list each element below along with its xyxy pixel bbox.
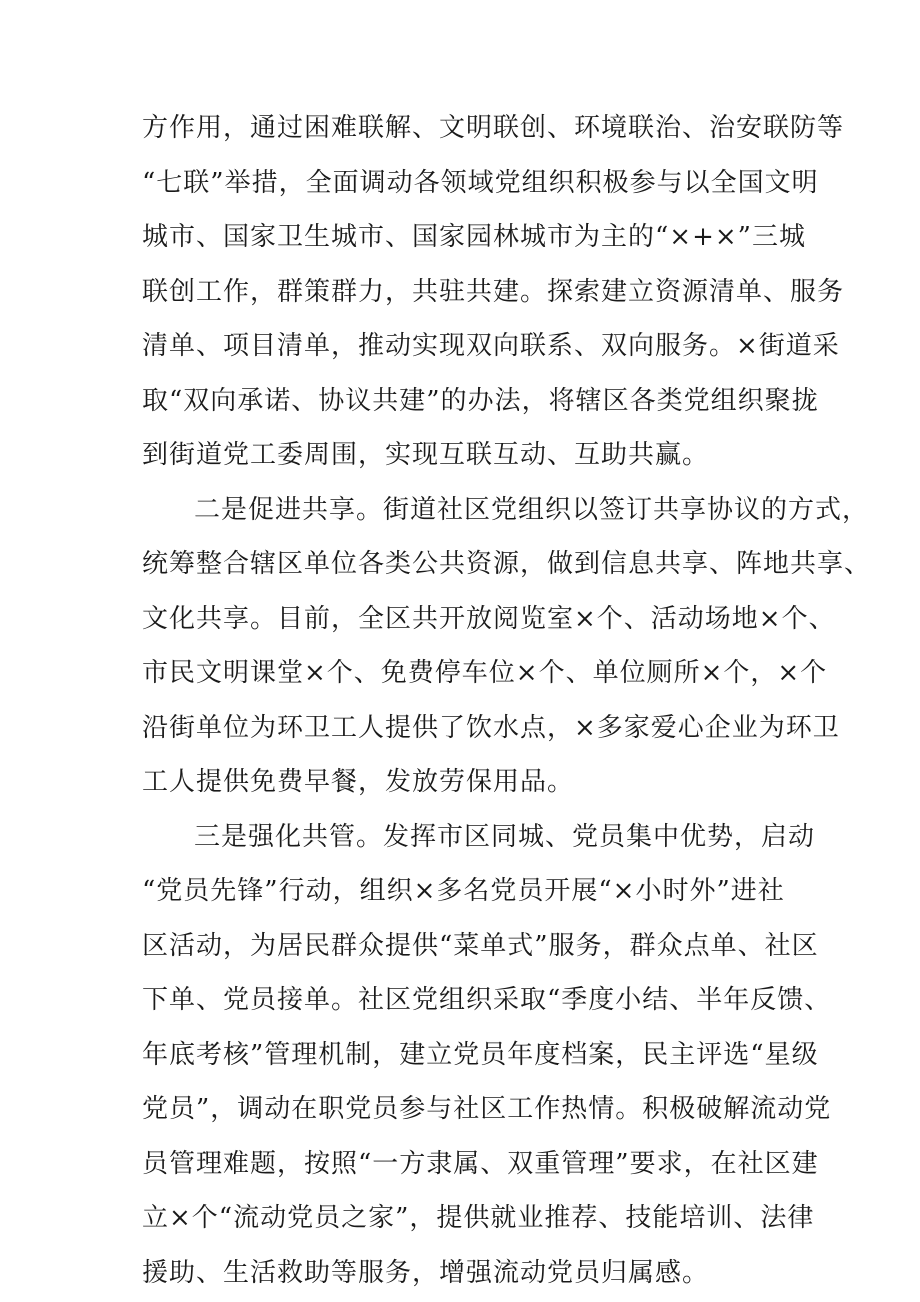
- paragraph-promote-sharing: [142, 483, 872, 810]
- text-line: 党员”，调动在职党员参与社区工作热情。积极破解流动党: [142, 1094, 832, 1124]
- text-line: 工人提供免费早餐，发放劳保用品。: [142, 767, 575, 797]
- text-line: 到街道党工委周围，实现互联互动、互助共赢。: [142, 440, 710, 470]
- text-line: 取“双向承诺、协议共建”的办法，将辖区各类党组织聚拢: [142, 385, 819, 416]
- text-line: 援助、生活救助等服务，增强流动党员归属感。: [142, 1257, 710, 1288]
- text-line: 沿街单位为环卫工人提供了饮水点，×多家爱心企业为环卫: [142, 712, 840, 743]
- paragraph-continuation: [142, 101, 845, 483]
- text-line: 方作用，通过困难联解、文明联创、环境联治、治安联防等: [142, 113, 845, 143]
- text-line: 二是促进共享。街道社区党组织以签订共享协议的方式，: [194, 494, 870, 525]
- text-line: “党员先锋”行动，组织×多名党员开展“×小时外”进社: [142, 876, 785, 906]
- text-line: 区活动，为居民群众提供“菜单式”服务，群众点单、社区: [142, 930, 819, 961]
- text-line: “七联”举措，全面调动各领域党组织积极参与以全国文明: [142, 167, 819, 198]
- text-line: 员管理难题，按照“一方隶属、双重管理”要求，在社区建: [142, 1148, 819, 1179]
- document-body: [142, 101, 872, 1300]
- text-line: 文化共享。目前，全区共开放阅览室×个、活动场地×个、: [142, 603, 836, 634]
- text-line: 年底考核”管理机制，建立党员年度档案，民主评选“星级: [142, 1039, 819, 1070]
- text-line: 三是强化共管。发挥市区同城、党员集中优势，启动: [194, 821, 816, 852]
- paragraph-strengthen-management: [142, 810, 832, 1301]
- text-line: 联创工作，群策群力，共驻共建。探索建立资源清单、服务: [142, 276, 845, 307]
- text-line: 统筹整合辖区单位各类公共资源，做到信息共享、阵地共享、: [142, 549, 872, 579]
- text-line: 市民文明课堂×个、免费停车位×个、单位厕所×个，×个: [142, 658, 828, 688]
- text-line: 立×个“流动党员之家”，提供就业推荐、技能培训、法律: [142, 1203, 815, 1233]
- text-line: 城市、国家卫生城市、国家园林城市为主的“×+×”三城: [142, 222, 806, 252]
- text-line: 下单、党员接单。社区党组织采取“季度小结、半年反馈、: [142, 985, 832, 1015]
- text-line: 清单、项目清单，推动实现双向联系、双向服务。×街道采: [142, 331, 840, 361]
